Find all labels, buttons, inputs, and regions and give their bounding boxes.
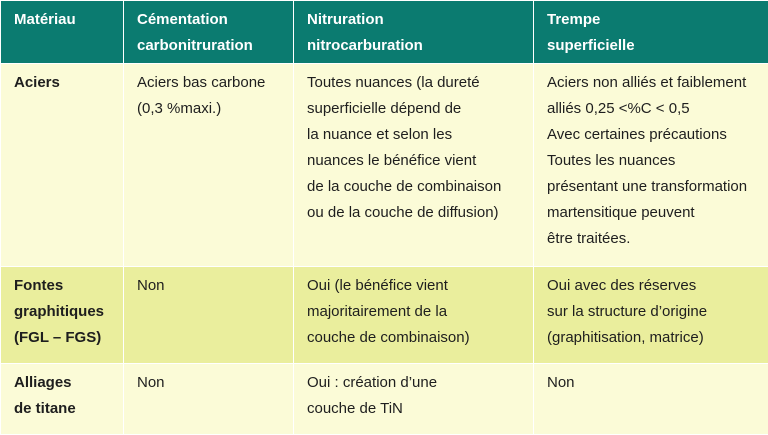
cell-trempe: Oui avec des réserves sur la structure d’origine (graphitisation, matrice) [534,267,768,364]
cell-trempe: Non [534,364,768,435]
table-row [1,64,768,267]
row-label-fontes: Fontes graphitiques (FGL – FGS) [1,267,124,364]
cell-trempe: Aciers non alliés et faiblement alliés 0,25 <%C < 0,5 Avec certaines précautions Toutes les nuances présentant une transformation martensitique peuvent être traitées. [534,64,768,267]
table-row [1,267,768,364]
cell-nitruration: Oui (le bénéfice vient majoritairement de la couche de combinaison) [294,267,534,364]
header-material: Matériau [1,1,124,64]
cell-cementation: Aciers bas carbone (0,3 %maxi.) [124,64,294,267]
row-label-aciers: Aciers [1,64,124,267]
table-row [1,364,768,435]
header-trempe: Trempe superficielle [534,1,768,64]
header-nitruration: Nitruration nitrocarburation [294,1,534,64]
cell-cementation: Non [124,364,294,435]
header-cementation: Cémentation carbonitruration [124,1,294,64]
cell-cementation: Non [124,267,294,364]
row-label-titane: Alliages de titane [1,364,124,435]
cell-nitruration: Toutes nuances (la dureté superficielle dépend de la nuance et selon les nuances le bénéfice vient de la couche de combinaison ou de la couche de diffusion) [294,64,534,267]
header-row [1,1,768,64]
cell-nitruration: Oui : création d’une couche de TiN [294,364,534,435]
